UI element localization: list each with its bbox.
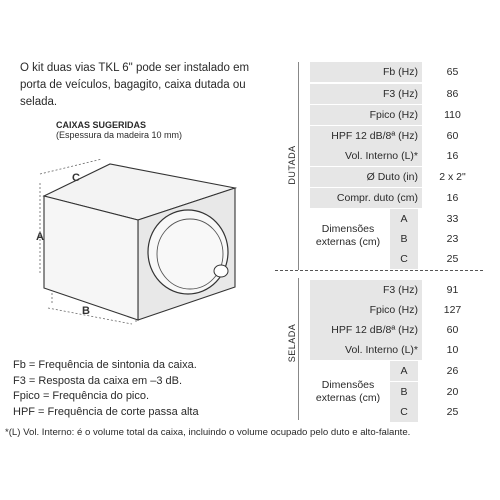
table-row [310,146,483,166]
table-row [310,249,483,269]
row-label: Ø Duto (in) [310,167,422,187]
row-label: Vol. Interno (L)* [310,340,422,360]
dutada-label: DUTADA [287,145,297,185]
row-label: Vol. Interno (L)* [310,146,422,166]
dimension-b-label: B [82,305,90,317]
table-row [310,105,483,125]
table-row [310,340,483,360]
table-row [310,382,483,402]
row-label: HPF 12 dB/8ª (Hz) [310,320,422,340]
table-row [310,300,483,320]
table-row [310,209,483,229]
row-value: 25 [446,406,459,418]
footnote: *(L) Vol. Interno: é o volume total da caixa, incluindo o volume ocupado pelo duto e alto-falante. [5,427,411,438]
legend [13,358,199,420]
row-label: F3 (Hz) [310,84,422,104]
intro-text: O kit duas vias TKL 6" pode ser instalado em porta de veículos, bagagito, caixa dutada ou selada. [20,62,250,108]
row-value: 33 [446,213,459,225]
row-value: 60 [446,130,459,142]
dimensions-label: Dimensões externas (cm) [315,223,381,248]
section-separator [275,270,483,271]
table-row [310,361,483,381]
caixas-title: CAIXAS SUGERIDAS [56,120,147,130]
row-value: 26 [446,365,459,377]
legend-item: HPF = Frequência de corte passa alta [13,405,199,418]
row-label: B [390,229,418,249]
row-label: Fpico (Hz) [310,105,422,125]
row-value: 91 [446,284,459,296]
table-row [310,320,483,340]
legend-item: F3 = Resposta da caixa em –3 dB. [13,374,183,387]
row-value: 60 [446,324,459,336]
row-label: Fb (Hz) [310,62,422,82]
table-row [310,62,483,82]
dutada-divider [298,62,299,270]
row-value: 23 [446,233,459,245]
row-value: 86 [446,88,459,100]
table-row [310,188,483,208]
row-label: F3 (Hz) [310,280,422,300]
row-value: 25 [446,253,459,265]
selada-divider [298,278,299,420]
row-label: B [390,382,418,402]
legend-item: Fpico = Frequência do pico. [13,390,150,402]
row-value: 65 [446,66,459,78]
table-row [310,229,483,249]
row-label: Compr. duto (cm) [310,188,422,208]
row-label: A [390,361,418,381]
row-value: 16 [446,192,459,204]
row-value: 2 x 2" [439,171,466,183]
box-diagram [0,0,300,350]
table-row [310,167,483,187]
row-label: C [390,249,418,269]
table-row [310,84,483,104]
row-value: 110 [444,109,461,121]
row-value: 20 [446,386,459,398]
dimension-a-label: A [36,231,44,243]
row-value: 127 [443,304,462,316]
row-value: 16 [446,150,459,162]
row-label: HPF 12 dB/8ª (Hz) [310,126,422,146]
table-row [310,402,483,422]
dimensions-label: Dimensões externas (cm) [315,379,381,404]
row-label: Fpico (Hz) [310,300,422,320]
selada-label: SELADA [287,323,297,363]
caixas-subtitle: (Espessura da madeira 10 mm) [56,130,183,140]
table-row [310,280,483,300]
table-row [310,126,483,146]
row-value: 10 [446,344,459,356]
row-label: A [390,209,418,229]
row-label: C [390,402,418,422]
legend-item: Fb = Frequência de sintonia da caixa. [13,359,197,371]
dimension-c-label: C [72,172,80,184]
